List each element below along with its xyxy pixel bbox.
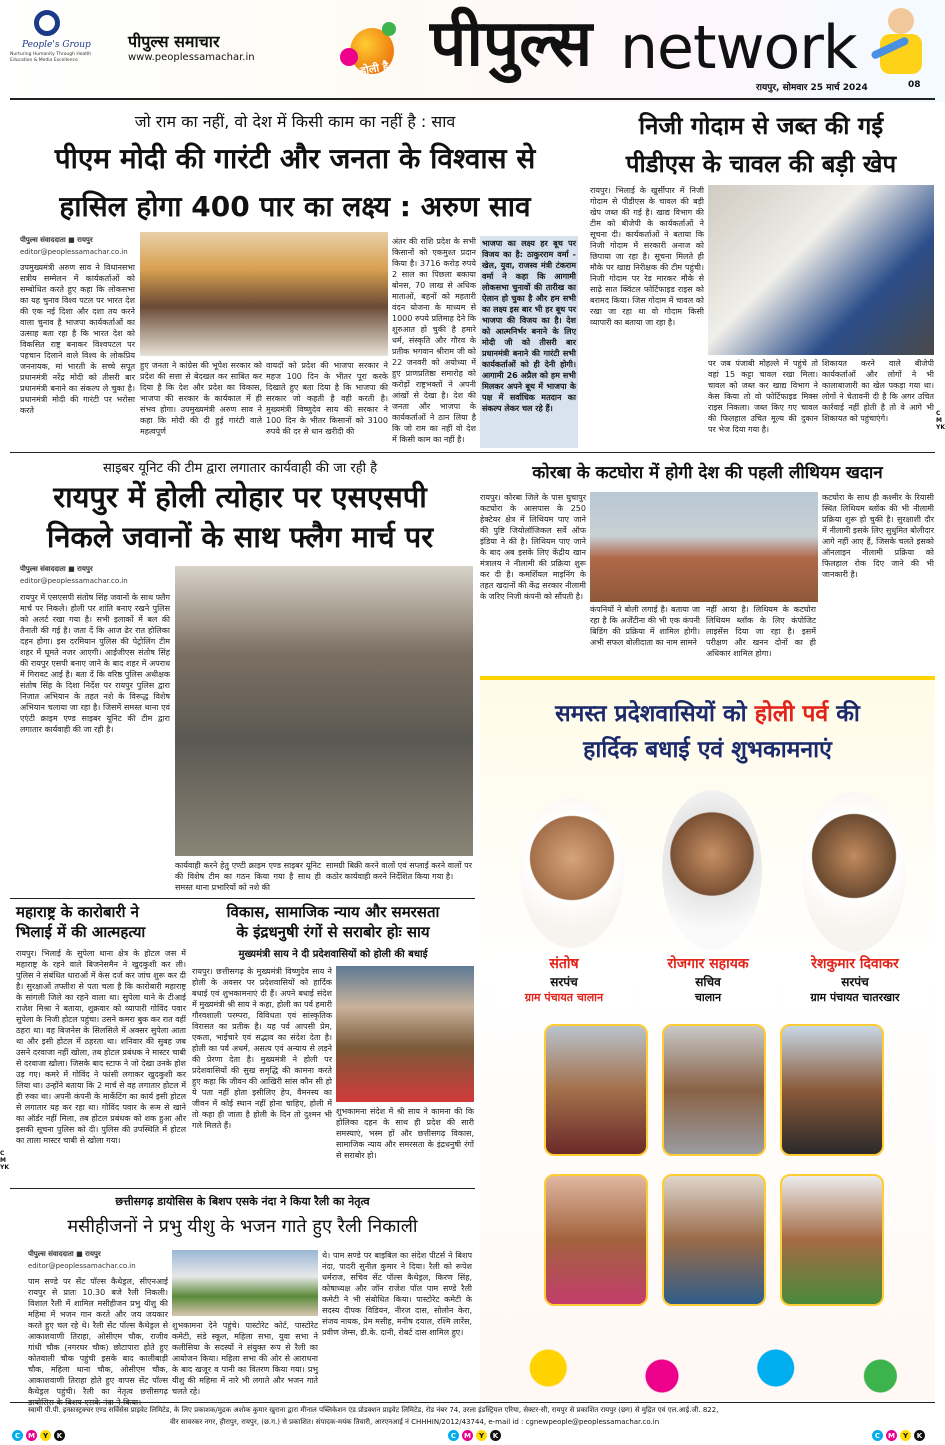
cmyk-k: K	[490, 1430, 501, 1441]
holi-badge: होली है...	[359, 57, 403, 78]
story3-kicker: साइबर यूनिट की टीम द्वारा लगातार कार्यवाही की जा रही है	[102, 461, 378, 476]
footer-imprint-2: वीर सावरकर नगर, हीरापुर, रायपुर, (छ.ग.) से प्रकाशित। संपादक-मयंक तिवारी, आरएनआई नं CHHHIN/2012/43744, e-mail id : cgnewpeople@peoplessamachar.co.in	[170, 1418, 660, 1426]
story1-headline-2: हासिल होगा 400 पार का लक्ष्य : अरुण साव	[59, 190, 531, 223]
story2-headline-2: पीडीएस के चावल की बड़ी खेप	[625, 150, 897, 178]
ad-name-2: रोजगार सहायक	[667, 956, 749, 972]
cmyk-y: Y	[900, 1430, 911, 1441]
story1-kicker: जो राम का नहीं, वो देश में किसी काम का नहीं है : साव	[134, 112, 456, 131]
network-title-hi: पीपुल्स	[430, 7, 593, 81]
story4-body-d: कटघोरा के साथ ही कश्मीर के रियासी स्थित लिथियम ब्लॉक की भी नीलामी प्रक्रिया शुरू हो चुकी है। सुरक्षाशी दौर में नीलामी इसके लिए सुधुमित बोलीदार आगे नहीं आए हैं, जिसके चलते इसको ऑनलाइन नीलामी प्रक्रिया को फिलहाल रोक दिए जाने की भी जानकारी है।	[822, 493, 934, 579]
ad-colour-splash	[480, 1320, 935, 1400]
ad-name-1: संतोष	[549, 956, 579, 972]
story1-body-a: उपमुख्यमंत्री अरुण साव ने विधानसभा सत्रीय सम्मेलन में कार्यकर्ताओं को सम्बोधित करते हुए कहा कि लोकसभा का यह चुनाव विश्व पटल पर भारत देश की एक नई दिशा और दशा तय करने वाला चुनाव है भाजपा कार्यकर्ताओं का उत्साह बता रहा है कि भारत देश को विकसित राष्ट्र बनाकर विश्वपटल पर पहचान दिलाने वाले विश्व के लोकप्रिय जननायक, मां भारती के सच्चे सपूत प्रधानमंत्री नरेंद्र मोदी को तीसरी बार प्रधानमंत्री बनाने का संकल्प ले चुका है। प्रधानमंत्री मोदी की गारंटी पर भरोसा करते	[20, 263, 135, 415]
cmyk-m: M	[462, 1430, 473, 1441]
ad-portrait-3	[802, 792, 906, 952]
ad-name-card-3	[782, 954, 928, 1014]
story5-headline-2: भिलाई में की आत्महत्या	[16, 923, 146, 941]
story7-headline: मसीहीजनों ने प्रभु यीशु के भजन गाते हुए रैली निकाली	[67, 1216, 418, 1237]
ad-org-1: ग्राम पंचायत चालान	[524, 991, 604, 1004]
ad-photo-grid	[534, 1024, 890, 1314]
holi-ad	[480, 676, 935, 1400]
section-rule-4	[10, 1188, 475, 1189]
story3-headline-1: रायपुर में होली त्योहार पर एसएसपी	[53, 480, 427, 514]
story5-headline-1: महाराष्ट्र के कारोबारी ने	[16, 903, 140, 921]
story5-body: रायपुर। भिलाई के सुपेला थाना क्षेत्र के होटल जस में महाराष्ट्र के रहने वाले बिजनेसमैन ने खुदकुशी कर ली। पुलिस ने संबंधित धाराओं में केस दर्ज कर जांच शुरू कर दी है। सुरक्षाओं तफ्तीश से पता चला है कि कारोबारी महाराष्ट्र के सांगली जिले का रहने वाला था। सुपेला थाने के टीआई राजेश मिश्रा ने बताया, शुक्रवार को व्यापारी गोविंद पवार सुपेला के निजी होटल पहुंचा। उसने कमरा बुक कर रात वहीं ठहरा था। वह बिजनेस के सिलसिले में अक्सर सुपेला आता था और इसी होटल में ठहरता था। शनिवार की सुबह जब उसने दरवाजा नहीं खोला, तब होटल प्रबंधक ने मास्टर चाबी से दरवाजा खोला। जिसके बाद स्टाफ ने जो देखा उनके होश उड़ गए। कमरे में गोविंद ने फांसी लगाकर खुदकुशी कर लिया था। उन्होंने बताया कि 2 मार्च से वह लगातार होटल में ही रुका था। अपनी कंपनी के मार्केटिंग का कार्य इसी होटल से लगातार यह कर रहा था। गोविंद पवार के रूम से खाने का ऑर्डर नहीं मिला, तब होटल प्रबंधक को शक हुआ और इसकी सूचना पुलिस को दी। पुलिस की उपस्थिति में होटल का ताला मास्टर चाबी से खोला गया।	[16, 949, 186, 1145]
story2-body-a: रायपुर। भिलाई के खुर्सीपार में निजी गोदाम से पीडीएस के चावल की बड़ी खेप जब्त की गई है। खाद्य विभाग की टीम को बीजेपी के कार्यकर्ताओं ने सूचना दी। कार्यकर्ताओं ने बताया कि निजी गोदाम में सरकारी अनाज को छिपाया जा रहा है। सूचना मिलते ही मौके पर खाद्य निरीक्षक की टीम पहुंची। निजी गोदाम पर रेड मारकर मौके से साढ़े सात क्विंटल फोर्टिफाइड राइस को बरामद किया। जिस गोदाम में चावल को रखा जा रहा था वो गोदाम किसी व्यापारी का बताया जा रहा है।	[590, 186, 704, 327]
story7-body-b: शुभकामना देने पहुंचे। पास्टोरेट कोर्ट, पास्टोरेट कमेटी, संडे स्कूल, महिला सभा, युवा सभा ने कलीसिया के सदस्यों ने संयुक्त रूप से रैली का आयोजन किया। महिला सभा की ओर से आराधना के बाद खजूर व पानी का वितरण किया गया। प्रभु यीशु की महिमा में नारे भी लगाते और भजन गाते चलते रहे।	[172, 1321, 318, 1396]
story6-subhead: मुख्यमंत्री साय ने दी प्रदेशवासियों को होली की बधाई	[238, 949, 428, 960]
story1-photo	[140, 232, 388, 356]
ad-photo-4	[544, 1174, 648, 1306]
ad-portrait-2	[662, 790, 762, 950]
cmyk-c: C	[448, 1430, 459, 1441]
footer-imprint-1: स्वामी पी.पी. इन्फ्रास्ट्रक्चर एण्ड सर्विसेस प्राइवेट लिमिटेड, के लिए प्रकाशक/मुद्रक अशोक कुमार खुराना द्वारा मीनाल पब्लिकेशन एंड प्रोडक्शन प्राइवेट लिमिटेड, रोड नंबर 74, उरला इंडस्ट्रियल एरिया, सेक्टर-सी, रायपुर से प्रकाशित रायपुर (छग) से मुद्रित एवं एल.आई.जी. 822,	[28, 1406, 719, 1414]
story1-body-c: वायदों को प्रदेश की भाजपा सरकार ने महज 100 दिन के भीतर पूरा करके दिखाते हुए बता दिया है कि भाजपा की सरकार जो कहती है वही करती है। मुख्यमंत्री विष्णुदेव साय की सरकार ने 100 दिन के भीतर किसानों को 3100 रुपये की दर से धान खरीदी की	[266, 361, 388, 436]
story4-body-c: नहीं आया है। लिथियम के कटघोरा लिथियम ब्लॉक के लिए कंपोजिट लाइसेंस दिया जा रहा है। इसमें परीक्षण और खनन दोनों का ही अधिकार शामिल होगा।	[706, 605, 816, 658]
story3-email: editor@peoplessamachar.co.in	[20, 577, 128, 585]
ad-greeting-part2: की	[828, 701, 860, 727]
story1-headline-1: पीएम मोदी की गारंटी और जनता के विश्वास से	[54, 142, 536, 175]
story7-body-a: पाम सण्डे पर सेंट पॉल्स कैथेड्रल, सीएनआई रायपुर से प्रातः 10.30 बजे रैली निकली। विशाल रैली में शामिल मसीहीजन प्रभु यीशु की महिमा में भजन गान करते और जय जयकार करते हुए चल रहे थे। रैली सेंट पॉल्स कैथेड्रल से आकाशवाणी तिराहा, ओसीएम चौक, राजीव गांधी चौक (नगरघर चौक) छोटापारा होते हुए कोतवाली चौक पहुंची इसके बाद कालीबाड़ी चौक, महिला थाना चौक, ओसीएम चौक, आकाशवाणी तिराहा होते हुए वापस सेंट पॉल्स कैथेड्रल पहुंची। रैली का नेतृत्व छत्तीसगढ़	[28, 1277, 168, 1396]
ad-portrait-1	[520, 798, 624, 948]
story2-body-c: शिकायत करने वाले बीजेपी कार्यकर्ताओं और लोगों ने भी कालाबाजारी का खेल पकड़ा गया था। लोगों ने चेतावनी दी है कि अगर उचित कार्रवाई नहीं होती है तो वे आगे भी शिकायत को पहुंचाएंगे।	[822, 359, 934, 423]
story6-body-a: रायपुर। छत्तीसगढ़ के मुख्यमंत्री विष्णुदेव साय ने होली के अवसर पर प्रदेशवासियों को हार्दिक बधाई एवं शुभकामनाएं दी हैं। अपने बधाई संदेश में मुख्यमंत्री श्री साय ने कहा, होली का पर्व हमारी गौरवशाली परम्परा, विविधता एवं सांस्कृतिक विरासत का प्रतीक है। यह पर्व आपसी प्रेम, एकता, भाईचारे एवं सद्भाव का संदेश देता है। होली का पर्व अधर्म, असत्य एवं अन्याय से लड़ने की प्रेरणा देता है। मुख्यमंत्री ने होली पर प्रदेशवासियों की सुख समृद्धि की कामना करते हुए कहा कि जीवन की आखिरी सांस कौन सी हो ये पता नहीं होता इसीलिए हेप, वैमनस्य का जीवन में कोई स्थान नहीं होना चाहिए, होली में तो कहा ही जाता है होली के दिन तो दुश्मन भी गले मिलते हैं।	[192, 967, 332, 1130]
story6-caption: शुभकामना संदेश में श्री साय ने कामना की कि होलिका दहन के साथ ही प्रदेश की सारी समस्याएं, भस्म हों और छत्तीसगढ़ विकास, सामाजिक न्याय और समरसता के इंद्रधनुषी रंगों से सराबोर हो।	[336, 1107, 474, 1160]
page-number: 08	[908, 80, 921, 90]
story1-body-d: अंतर की राशि प्रदेश के सभी किसानों को एकमुश्त प्रदान किया है। 3716 करोड़ रुपये 2 साल का पिछला बकाया बोनस, 70 लाख से अधिक माताओं, बहनों को महतारी वंदन योजना के माध्यम से 1000 रुपये प्रतिमाह देने कि शुरुआत हो चुकी है हमारे धर्म, संस्कृति और गौरव के प्रतीक भगवान श्रीराम जी को 22 जनवरी को अयोध्या में हुए प्राणप्रतिष्ठा समारोह को करोड़ों राष्ट्रभक्तों ने अपनी आंखों से देखा है। देश की जनता और भाजपा के कार्यकर्ताओं ने ठान लिया है कि जो राम का नहीं वो देश में किसी काम का नहीं है।	[392, 237, 476, 444]
ad-name-card-1	[494, 954, 634, 1014]
cmyk-k: K	[914, 1430, 925, 1441]
cmyk-marks-right	[872, 1430, 925, 1441]
ad-role-3: सरपंच	[841, 975, 869, 989]
story3-headline-2: निकले जवानों के साथ फ्लैग मार्च पर	[46, 520, 434, 554]
ad-photo-5	[662, 1174, 766, 1306]
ad-name-card-2	[640, 954, 776, 1014]
ad-role-2: सचिव	[695, 975, 721, 989]
paper-name: पीपुल्स समाचार	[128, 32, 220, 51]
ad-photo-2	[662, 1024, 766, 1156]
section-rule-3	[10, 898, 475, 899]
cmyk-y: Y	[476, 1430, 487, 1441]
cmyk-k: K	[54, 1430, 65, 1441]
group-tagline-2: Education & Media Excellence	[10, 58, 78, 63]
ad-org-2: चालान	[694, 991, 722, 1004]
ad-name-3: रेशकुमार दिवाकर	[811, 956, 899, 972]
ad-photo-6	[780, 1174, 884, 1306]
ad-role-1: सरपंच	[550, 975, 578, 989]
footer-rule	[10, 1402, 935, 1403]
network-title-en: network	[620, 13, 857, 83]
peoples-group-logo	[34, 10, 60, 36]
story7-kicker: छत्तीसगढ़ डायोसिस के बिशप एसके नंदा ने किया रैली का नेतृत्व	[115, 1195, 370, 1208]
group-tagline-1: Nurturing Humanity Through Health	[10, 52, 92, 57]
story7-photo	[172, 1250, 318, 1316]
website: www.peoplessamachar.in	[128, 52, 255, 63]
story6-headline-2: के इंद्रधनुषी रंगों से सराबोर होः साय	[236, 923, 430, 941]
story4-photo	[590, 492, 818, 602]
group-name: People's Group	[22, 40, 91, 50]
ad-greeting-line1	[480, 696, 935, 728]
story4-body-b: कंपनियों ने बोली लगाई है। बताया जा रहा है कि अर्जेंटीना की भी एक कंपनी बिडिंग की प्रक्रिया में शामिल होगी। अभी सफल बोलीदाता का नाम सामने	[590, 605, 700, 647]
story1-sidebar: भाजपा का लक्ष्य हर बूथ पर विजय का है: ठाकुरराम वर्मा - खेल, युवा, राजस्व मंत्री टंकराम वर्मा ने कहा कि आगामी लोकसभा चुनावों की तारीख का ऐलान हो चुका है और हम सभी का लक्ष्य इस बार भी हर बूथ पर भाजपा की विजय का है। देश को आत्मनिर्भर बनाने के लिए मोदी जी को तीसरी बार प्रधानमंत्री बनाने की गारंटी सभी कार्यकर्ताओं को ही देनी होगी। आगामी 26 अप्रैल को हम सभी मिलकर अपने बूथ में भाजपा के पक्ष में सर्वाधिक मतदान का संकल्प लेकर चल रहे हैं।	[480, 236, 578, 448]
story1-byline: पीपुल्स संवाददाता ■ रायपुर	[20, 236, 93, 244]
cmyk-m: M	[26, 1430, 37, 1441]
cmyk-c: C	[872, 1430, 883, 1441]
story3-body-c: सामग्री बिक्री करने वालों एवं सप्लाई करने वालों पर कठोर कार्यवाही करने निर्देशित किया गया है।	[326, 861, 472, 881]
story4-body-a: रायपुर। कोरबा जिले के पास घुचापुर कटघोरा के आसपास के 250 हेक्टेयर क्षेत्र में लिथियम पाए जाने की पुष्टि जियोलॉजिकल सर्वे ऑफ इंडिया ने की है। लिथियम पाए जाने के बाद अब इसके लिए केंद्रीय खान मंत्रालय ने नीलामी की प्रक्रिया शुरू कर दी है। कमर्शियल माइनिंग के तहत खदानों की केंद्र सरकार नीलामी के जरिए निजी कंपनी को सौंपती है।	[480, 493, 586, 601]
story3-body-b: कार्यवाही करने हेतु एण्टी क्राइम एण्ड साइबर यूनिट की विशेष टीम का गठन किया गया है साथ ही समस्त थाना प्रभारियों को नशे की	[175, 861, 321, 892]
ad-org-3: ग्राम पंचायत चातरखार	[810, 991, 900, 1004]
masthead-rule	[10, 98, 935, 100]
masthead	[0, 0, 945, 102]
story2-body-b: पर जब पंजाबी मोहल्ले में पहुंचे तो वहां 15 कट्टा चावल रखा मिला। चावल को जब्त कर खाद्य विभाग ने केस किया तो वो फोर्टिफाइड मिक्स राइस निकला। जब्त किए गए चावल की फिलहाल उचित मूल्य की दुकान पर भेज दिया गया है।	[708, 359, 818, 434]
cmyk-y: Y	[40, 1430, 51, 1441]
story3-byline: पीपुल्स संवाददाता ■ रायपुर	[20, 565, 93, 573]
story7-byline: पीपुल्स संवाददाता ■ रायपुर	[28, 1250, 101, 1258]
side-cmyk-left: CMYK	[0, 1150, 9, 1171]
kid-illustration	[870, 4, 930, 84]
story3-photo	[175, 566, 473, 856]
story3-body-a: रायपुर में एसएसपी संतोष सिंह जवानों के साथ फ्लैग मार्च पर निकले। होली पर शांति बनाए रखने पुलिस को अलर्ट रखा गया है। सभी इलाकों में बल की तैनाती की गई है। जता दें कि आज ढेर रात होलिका दहन होगा। इस दरमियान पुलिस की पेट्रोलिंग टीम शहर में घूमते नजर आएगी। आईजीएस संतोष सिंह की रायपुर एसपी बनाए जाने के बाद शहर में अपराध में गिरावट आई है। बता दें कि वरिष्ठ पुलिस अधीक्षक संतोष सिंह के दिशा निर्देश पर रायपुर पुलिस द्वारा निजात अभियान के तहत नशे के विरूद्ध विशेष अभियान चलाया जा रहा है। जिसमें समस्त थाना एवं एएंटी क्राइम एण्ड साइबर यूनिट की टीम द्वारा लगातार कार्यवाही की जा रही है।	[20, 593, 170, 734]
story6-photo	[336, 966, 474, 1102]
cmyk-marks-left	[12, 1430, 65, 1441]
ad-greeting-highlight: होली पर्व	[754, 701, 829, 727]
ad-greeting-line2: हार्दिक बधाई एवं शुभकामनाएं	[583, 737, 832, 763]
ad-greeting-part1: समस्त प्रदेशवासियों को	[555, 701, 755, 727]
dateline: रायपुर, सोमवार 25 मार्च 2024	[756, 83, 868, 93]
story7-body-c: थे। पाम सण्डे पर बाइबिल का संदेश पीटर्स ने बिशप नंदा, पादरी सुनील कुमार ने दिया। रैली को रूपेश धर्मराज, सचिव सेंट पॉल्स कैथेड्रल, किरण सिंह, कोषाध्यक्ष और जॉन राजेश पॉल पाम सण्डे रैली कमेटी ने भी संबोधित किया। पास्टोरेट कमेटी के सदस्य दीपक विडियन, नीरज दास, सोलोन केरा, संजय नायक, प्रेम मसीह, मनीष दयाल, रश्मि लारेंस, प्रवीण जेम्स, डी.के. दानी, रोबर्ट दास शामिल हुए।	[322, 1251, 472, 1337]
story6-headline-1: विकास, सामाजिक न्याय और समरसता	[226, 903, 440, 921]
cmyk-marks-center	[448, 1430, 501, 1441]
section-rule-2	[480, 452, 935, 453]
story4-headline: कोरबा के कटघोरा में होगी देश की पहली लीथियम खदान	[532, 463, 883, 483]
story2-headline-1: निजी गोदाम से जब्त की गई	[638, 112, 884, 140]
ad-photo-3	[780, 1024, 884, 1156]
story2-photo	[708, 185, 934, 355]
story7-email: editor@peoplessamachar.co.in	[28, 1262, 136, 1270]
ad-photo-1	[544, 1024, 648, 1156]
cmyk-m: M	[886, 1430, 897, 1441]
story1-body-b: हुए जनता ने कांग्रेस की भूपेश सरकार को प्रदेश की सत्ता से बेदखल कर साबित कर दिया है कि देश और प्रदेश का विकास, भाजपा की सरकार के कार्यकाल में ही संभव होगा। उपमुख्यमंत्री अरुण साव ने कहा कि मोदी की दी हुई गारंटी वाले महत्वपूर्ण	[140, 361, 262, 436]
side-cmyk-right: CMYK	[936, 410, 945, 431]
cmyk-c: C	[12, 1430, 23, 1441]
story1-email: editor@peoplessamachar.co.in	[20, 248, 128, 256]
